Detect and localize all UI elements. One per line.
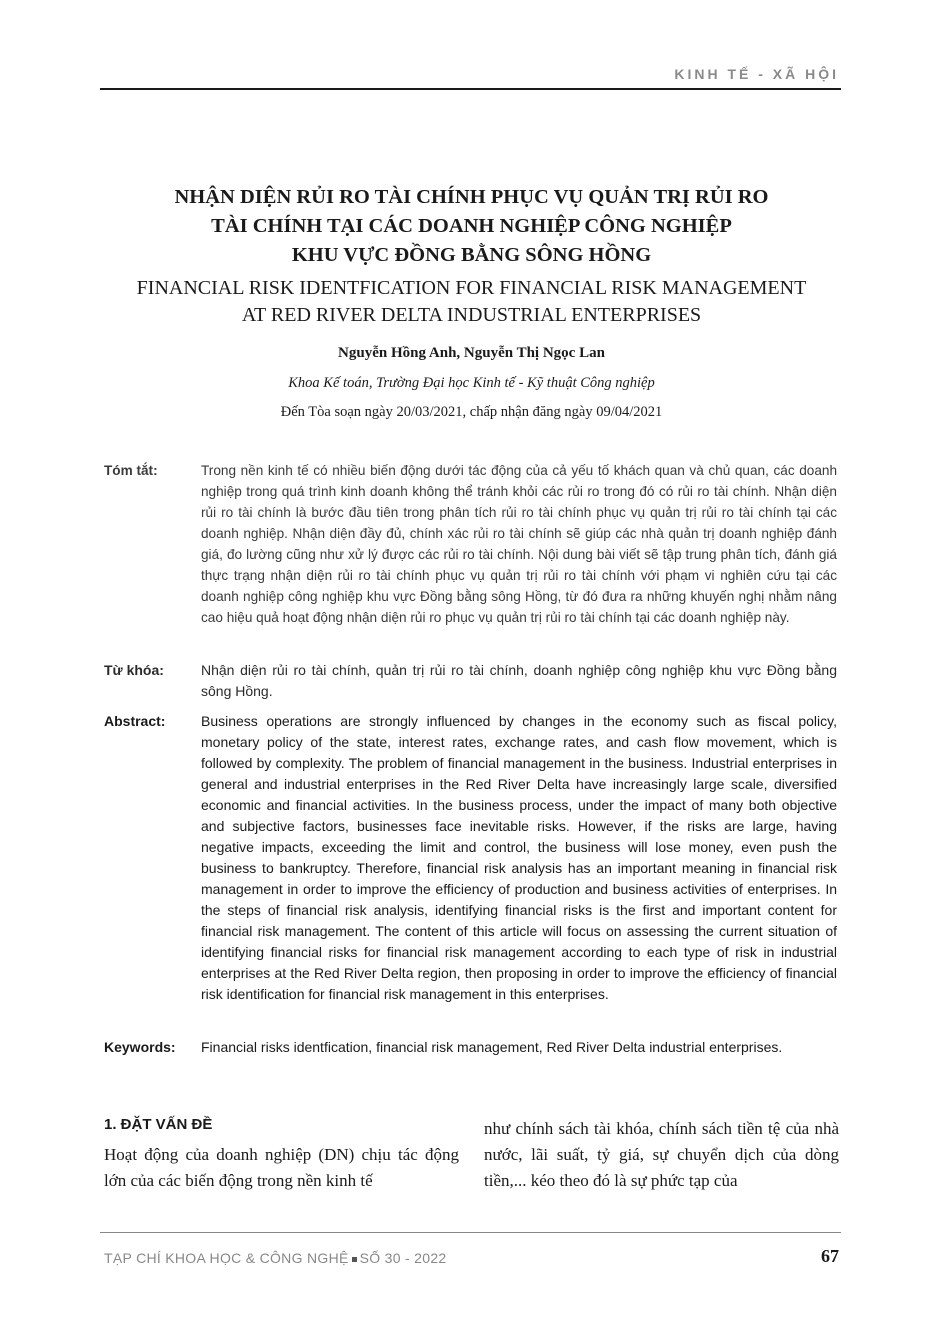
abstract-en-text: Business operations are strongly influenced by changes in the economy such as fiscal policy, monetary policy of the state, interest rates, exchange rates, and cash flow movement, which is followed by complexity. The problem of financial management in the business. Industrial enterprises in general and industrial enterprises in the Red River Delta have increasingly large scale, diversified economic and financial activities. In the business process, under the impact of many both objective and subjective factors, businesses face inevitable risks. However, if the risks are large, having negative impacts, exceeding the limit and control, the business will lose money, even push the business to bankruptcy. Therefore, financial risk analysis has an important meaning in financial risk management in order to improve the efficiency of production and business activities of enterprises. In the steps of financial risk analysis, identifying financial risks is the first and important content for financial risk management. The content of this article will focus on assessing the current situation of identifying financial risks for financial risk management according to each type of risk in industrial enterprises at the Red River Delta region, then proposing in order to improve the efficiency of financial risk identification for financial risk management in this enterprises. bbox=[201, 713, 837, 1002]
body-column-left bbox=[104, 1116, 459, 1194]
title-en-line: AT RED RIVER DELTA INDUSTRIAL ENTERPRISES bbox=[241, 304, 702, 326]
header-rule bbox=[100, 88, 841, 90]
keywords-en-text: Financial risks identfication, financial risk management, Red River Delta industrial enterprises. bbox=[201, 1039, 783, 1055]
body-paragraph-right: như chính sách tài khóa, chính sách tiền tệ của nhà nước, lãi suất, tỷ giá, sự chuyển dịch của dòng tiền,... kéo theo đó là sự phức tạp của bbox=[484, 1119, 839, 1190]
title-english bbox=[100, 275, 843, 329]
footer-rule bbox=[100, 1232, 841, 1233]
footer-journal bbox=[104, 1250, 447, 1266]
section-heading: 1. ĐẶT VẤN ĐỀ bbox=[104, 1116, 213, 1133]
title-en-line: FINANCIAL RISK IDENTFICATION FOR FINANCIAL RISK MANAGEMENT bbox=[136, 277, 807, 299]
body-column-right bbox=[484, 1116, 839, 1194]
authors: Nguyễn Hồng Anh, Nguyễn Thị Ngọc Lan bbox=[338, 345, 605, 361]
abstract-vn-text: Trong nền kinh tế có nhiều biến động dưới tác động của cả yếu tố khách quan và chủ quan, các doanh nghiệp trong quá trình kinh doanh không thể tránh khỏi các rủi ro trong đó có rủi ro tài chính. Nhận diện rủi ro tài chính là bước đầu tiên trong phân tích rủi ro tài chính phục vụ quản trị rủi ro tài chính tại các doanh nghiệp. Nhận diện đầy đủ, chính xác rủi ro tài chính sẽ giúp các nhà quản trị doanh nghiệp đánh giá, đo lường cũng như xử lý được các rủi ro tài chính. Nội dung bài viết sẽ tập trung phân tích, đánh giá thực trạng nhận diện rủi ro tài chính phục vụ quản trị rủi ro tài chính với phạm vi nghiên cứu tại các doanh nghiệp công nghiệp khu vực Đồng bằng sông Hồng, từ đó đưa ra những khuyến nghị nhằm nâng cao hiệu quả hoạt động nhận diện rủi ro phục vụ quản trị rủi ro tài chính tại các doanh nghiệp này. bbox=[201, 463, 837, 625]
title-vn-line: NHẬN DIỆN RỦI RO TÀI CHÍNH PHỤC VỤ QUẢN TRỊ RỦI RO bbox=[174, 186, 769, 208]
keywords-english bbox=[104, 1037, 837, 1058]
keywords-vn-text: Nhận diện rủi ro tài chính, quản trị rủi ro tài chính, doanh nghiệp công nghiệp khu vực Đồng bằng sông Hồng. bbox=[201, 662, 837, 699]
abstract-en-label: Abstract: bbox=[104, 713, 166, 729]
keywords-vietnamese bbox=[104, 660, 837, 702]
square-bullet-icon bbox=[352, 1257, 357, 1262]
keywords-en-label: Keywords: bbox=[104, 1039, 176, 1055]
abstract-vietnamese bbox=[104, 460, 837, 628]
section-tag: KINH TẾ - XÃ HỘI bbox=[674, 66, 839, 82]
keywords-vn-label: Từ khóa: bbox=[104, 662, 164, 678]
submission-dates: Đến Tòa soạn ngày 20/03/2021, chấp nhận đăng ngày 09/04/2021 bbox=[280, 404, 663, 420]
journal-issue: SỐ 30 - 2022 bbox=[359, 1250, 447, 1266]
page-number: 67 bbox=[821, 1246, 839, 1266]
title-vn-line: KHU VỰC ĐỒNG BẰNG SÔNG HỒNG bbox=[291, 244, 652, 266]
abstract-english bbox=[104, 711, 837, 1005]
title-vietnamese bbox=[100, 183, 843, 270]
body-paragraph-left: Hoạt động của doanh nghiệp (DN) chịu tác động lớn của các biến động trong nền kinh tế bbox=[104, 1145, 459, 1190]
journal-name: TẠP CHÍ KHOA HỌC & CÔNG NGHỆ bbox=[104, 1250, 349, 1266]
affiliation: Khoa Kế toán, Trường Đại học Kinh tế - Kỹ thuật Công nghiệp bbox=[288, 375, 655, 391]
title-vn-line: TÀI CHÍNH TẠI CÁC DOANH NGHIỆP CÔNG NGHIỆP bbox=[211, 215, 732, 237]
abstract-vn-label: Tóm tắt: bbox=[104, 463, 158, 478]
